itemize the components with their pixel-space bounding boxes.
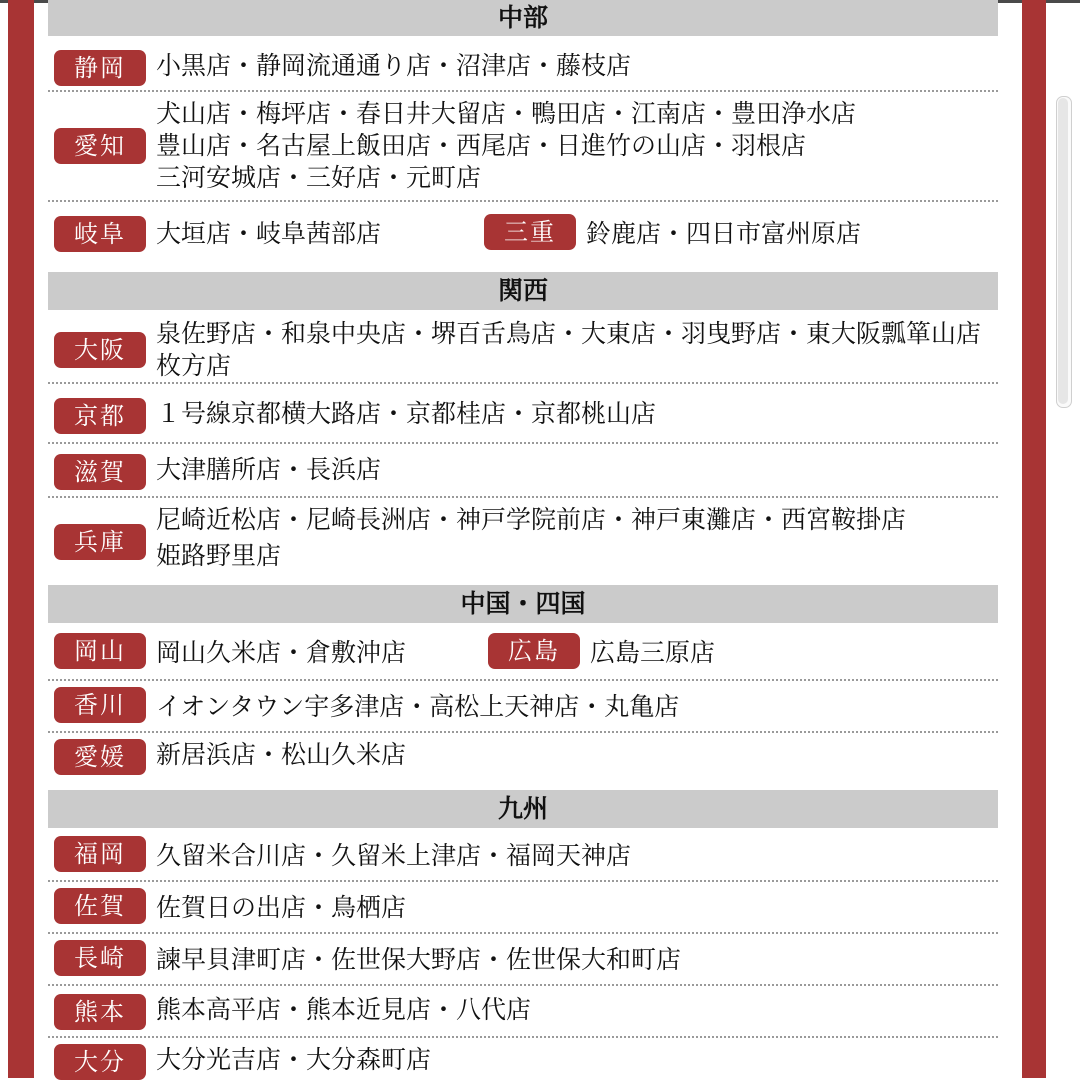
prefecture-badge-ehime: 愛媛 bbox=[54, 739, 146, 775]
store-line-aichi-3: 三河安城店・三好店・元町店 bbox=[156, 163, 482, 192]
prefecture-badge-osaka: 大阪 bbox=[54, 332, 146, 368]
store-list-saga: 佐賀日の出店・鳥栖店 bbox=[156, 893, 407, 922]
prefecture-row-okayama-hiroshima bbox=[48, 625, 998, 681]
prefecture-row-fukuoka bbox=[48, 830, 998, 882]
right-red-border bbox=[1022, 0, 1046, 1078]
store-line-osaka-1: 泉佐野店・和泉中央店・堺百舌鳥店・大東店・羽曳野店・東大阪瓢箪山店 bbox=[156, 319, 982, 348]
prefecture-badge-kumamoto: 熊本 bbox=[54, 994, 146, 1030]
prefecture-badge-mie: 三重 bbox=[484, 214, 576, 250]
prefecture-badge-kagawa: 香川 bbox=[54, 687, 146, 723]
prefecture-row-hyogo bbox=[48, 498, 998, 582]
prefecture-row-oita bbox=[48, 1038, 998, 1078]
store-list-fukuoka: 久留米合川店・久留米上津店・福岡天神店 bbox=[156, 841, 632, 870]
prefecture-row-aichi bbox=[48, 92, 998, 202]
prefecture-row-ehime bbox=[48, 733, 998, 785]
store-line-aichi-2: 豊山店・名古屋上飯田店・西尾店・日進竹の山店・羽根店 bbox=[156, 131, 807, 160]
prefecture-row-kumamoto bbox=[48, 986, 998, 1038]
prefecture-badge-hyogo: 兵庫 bbox=[54, 524, 146, 560]
store-line-hyogo-1: 尼崎近松店・尼崎長洲店・神戸学院前店・神戸東灘店・西宮鞍掛店 bbox=[156, 505, 907, 534]
store-list-hiroshima: 広島三原店 bbox=[590, 638, 716, 667]
store-list-kumamoto: 熊本高平店・熊本近見店・八代店 bbox=[156, 995, 532, 1024]
prefecture-badge-shizuoka: 静岡 bbox=[54, 50, 146, 86]
store-list-okayama: 岡山久米店・倉敷沖店 bbox=[156, 638, 407, 667]
prefecture-badge-fukuoka: 福岡 bbox=[54, 836, 146, 872]
prefecture-row-osaka bbox=[48, 312, 998, 384]
store-list-kagawa: イオンタウン宇多津店・高松上天神店・丸亀店 bbox=[156, 692, 680, 721]
region-header-kyushu: 九州 bbox=[48, 790, 998, 828]
store-line-osaka-2: 枚方店 bbox=[156, 351, 232, 380]
prefecture-row-nagasaki bbox=[48, 934, 998, 986]
store-list bbox=[48, 0, 998, 1078]
prefecture-row-gifu-mie bbox=[48, 202, 998, 268]
region-header-chugoku-shikoku: 中国・四国 bbox=[48, 585, 998, 623]
store-list-kyoto: １号線京都横大路店・京都桂店・京都桃山店 bbox=[156, 399, 657, 428]
prefecture-badge-hiroshima: 広島 bbox=[488, 633, 580, 669]
prefecture-row-saga bbox=[48, 882, 998, 934]
prefecture-badge-kyoto: 京都 bbox=[54, 398, 146, 434]
prefecture-badge-saga: 佐賀 bbox=[54, 888, 146, 924]
region-header-chubu: 中部 bbox=[48, 0, 998, 36]
store-line-hyogo-2: 姫路野里店 bbox=[156, 541, 282, 570]
prefecture-badge-nagasaki: 長崎 bbox=[54, 940, 146, 976]
store-line-aichi-1: 犬山店・梅坪店・春日井大留店・鴨田店・江南店・豊田浄水店 bbox=[156, 99, 857, 128]
prefecture-badge-oita: 大分 bbox=[54, 1044, 146, 1080]
store-list-shiga: 大津膳所店・長浜店 bbox=[156, 455, 382, 484]
prefecture-badge-okayama: 岡山 bbox=[54, 633, 146, 669]
scrollbar-thumb[interactable] bbox=[1058, 98, 1068, 404]
prefecture-row-kyoto bbox=[48, 384, 998, 444]
prefecture-row-shizuoka bbox=[48, 38, 998, 92]
prefecture-badge-aichi: 愛知 bbox=[54, 128, 146, 164]
store-list-oita: 大分光吉店・大分森町店 bbox=[156, 1045, 432, 1074]
prefecture-row-kagawa bbox=[48, 681, 998, 733]
left-red-border bbox=[8, 0, 34, 1078]
store-list-ehime: 新居浜店・松山久米店 bbox=[156, 740, 407, 769]
prefecture-row-shiga bbox=[48, 444, 998, 498]
store-list-gifu: 大垣店・岐阜茜部店 bbox=[156, 219, 382, 248]
prefecture-badge-gifu: 岐阜 bbox=[54, 216, 146, 252]
prefecture-badge-shiga: 滋賀 bbox=[54, 454, 146, 490]
store-list-shizuoka: 小黒店・静岡流通通り店・沼津店・藤枝店 bbox=[156, 51, 632, 80]
store-list-mie: 鈴鹿店・四日市富州原店 bbox=[586, 219, 862, 248]
store-list-nagasaki: 諫早貝津町店・佐世保大野店・佐世保大和町店 bbox=[156, 945, 682, 974]
region-header-kansai: 関西 bbox=[48, 272, 998, 310]
